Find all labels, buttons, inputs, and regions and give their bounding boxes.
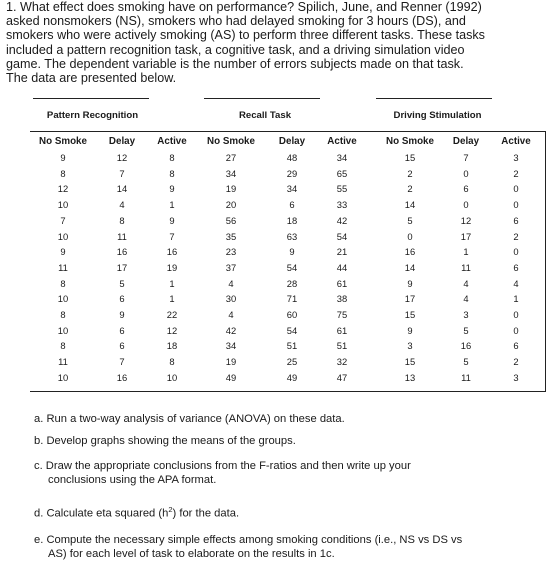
table-cell: 14 xyxy=(404,261,416,273)
table-cell: 4 xyxy=(513,277,519,289)
table-cell: 3 xyxy=(463,309,469,320)
table-cell: 8 xyxy=(60,309,66,320)
table-cell: 8 xyxy=(60,277,66,289)
table-cell: 4 xyxy=(463,293,469,305)
table-cell: 7 xyxy=(119,167,125,179)
table-cell: 10 xyxy=(166,371,178,383)
table-cell: 35 xyxy=(225,230,237,242)
table-cell: 71 xyxy=(286,293,298,305)
table-cell: 61 xyxy=(336,277,348,289)
question-b: b. Develop graphs showing the means of the groups. xyxy=(34,435,296,447)
table-cell: 9 xyxy=(60,152,66,163)
question-c xyxy=(34,459,534,487)
question-e xyxy=(34,533,534,561)
table-cell: 15 xyxy=(404,356,416,368)
table-cell: 61 xyxy=(336,324,348,336)
table-cell: 16 xyxy=(460,340,472,352)
table-cell: 2 xyxy=(513,356,519,368)
table-cell: 56 xyxy=(225,214,237,226)
table-cell: 17 xyxy=(404,293,416,305)
table-cell: 19 xyxy=(225,356,237,368)
table-cell: 7 xyxy=(169,230,175,242)
table-cell: 47 xyxy=(336,371,348,383)
table-cell: 30 xyxy=(225,293,237,305)
question-c-line: conclusions using the APA format. xyxy=(48,474,217,486)
intro-line: The data are presented below. xyxy=(6,71,177,86)
table-cell: 7 xyxy=(60,214,66,226)
table-cell: 44 xyxy=(336,261,348,273)
table-cell: 11 xyxy=(117,230,127,242)
table-cell: 4 xyxy=(228,309,234,320)
table-cell: 16 xyxy=(116,246,128,258)
table-cell: 16 xyxy=(166,246,178,258)
table-cell: 10 xyxy=(57,371,69,383)
divider xyxy=(204,98,320,99)
table-top-rule xyxy=(30,131,545,132)
column-header: Active xyxy=(327,136,357,147)
table-cell: 51 xyxy=(286,340,298,352)
table-cell: 37 xyxy=(225,261,237,273)
table-cell: 15 xyxy=(404,309,416,320)
table-cell: 55 xyxy=(336,183,348,195)
table-cell: 9 xyxy=(119,309,125,320)
table-cell: 8 xyxy=(169,167,175,179)
table-cell: 25 xyxy=(286,356,298,368)
table-cell: 16 xyxy=(116,371,128,383)
table-cell: 9 xyxy=(60,246,66,258)
table-cell: 27 xyxy=(225,152,237,163)
table-cell: 15 xyxy=(404,152,416,163)
table-cell: 33 xyxy=(336,199,348,211)
table-cell: 6 xyxy=(513,214,519,226)
table-cell: 6 xyxy=(463,183,469,195)
question-d xyxy=(34,503,534,521)
table-cell: 3 xyxy=(513,152,519,163)
table-cell: 51 xyxy=(336,340,348,352)
table-cell: 8 xyxy=(169,152,175,163)
intro-line: game. The dependent variable is the number of errors subjects made on that task. xyxy=(6,56,464,71)
table-cell: 8 xyxy=(169,356,175,368)
column-header: Delay xyxy=(278,136,306,147)
table-cell: 4 xyxy=(228,277,234,289)
table-cell: 63 xyxy=(286,230,298,242)
table-cell: 21 xyxy=(336,246,348,258)
table-cell: 7 xyxy=(119,356,125,368)
question-d-text: d. Calculate eta squared (h xyxy=(34,507,169,520)
table-cell: 14 xyxy=(404,199,416,211)
table-cell: 8 xyxy=(119,214,125,226)
question-c-line: c. Draw the appropriate conclusions from the F-ratios and then write up your xyxy=(34,460,411,472)
table-cell: 42 xyxy=(225,324,237,336)
table-cell: 19 xyxy=(225,183,237,195)
group-pattern-recognition: Pattern Recognition xyxy=(46,110,139,121)
column-header: Active xyxy=(501,136,531,147)
table-cell: 11 xyxy=(461,261,471,273)
table-cell: 7 xyxy=(463,152,469,163)
table-cell: 10 xyxy=(57,230,69,242)
table-cell: 75 xyxy=(336,309,348,320)
intro-line: 1. What effect does smoking have on performance? Spilich, June, and Renner (1992) xyxy=(6,0,482,14)
table-cell: 38 xyxy=(336,293,348,305)
table-cell: 49 xyxy=(225,371,237,383)
table-cell: 17 xyxy=(460,230,472,242)
table-cell: 32 xyxy=(336,356,348,368)
table-cell: 0 xyxy=(513,246,519,258)
table-cell: 9 xyxy=(407,277,413,289)
table-cell: 65 xyxy=(336,167,348,179)
table-cell: 3 xyxy=(407,340,413,352)
table-cell: 1 xyxy=(463,246,469,258)
table-cell: 1 xyxy=(513,293,519,305)
intro-line: smokers who were actively smoking (AS) to perform three different tasks. These tasks xyxy=(6,28,485,43)
question-a: a. Run a two-way analysis of variance (ANOVA) on these data. xyxy=(34,413,345,425)
table-cell: 29 xyxy=(286,167,298,179)
table-cell: 3 xyxy=(513,371,519,383)
table-cell: 34 xyxy=(336,152,348,163)
table-cell: 16 xyxy=(404,246,416,258)
table-cell: 14 xyxy=(116,183,128,195)
table-cell: 6 xyxy=(119,340,125,352)
question-d-superscript: 2 xyxy=(168,505,173,514)
table-cell: 13 xyxy=(404,371,416,383)
table-cell: 0 xyxy=(407,230,413,242)
table-cell: 34 xyxy=(286,183,298,195)
column-header: Delay xyxy=(108,136,136,147)
table-cell: 11 xyxy=(58,356,68,368)
table-cell: 12 xyxy=(57,183,69,195)
table-cell: 8 xyxy=(60,167,66,179)
table-cell: 4 xyxy=(119,199,125,211)
table-cell: 9 xyxy=(169,214,175,226)
table-cell: 42 xyxy=(336,214,348,226)
table-cell: 18 xyxy=(286,214,298,226)
group-recall-task: Recall Task xyxy=(238,110,292,121)
table-right-rule xyxy=(545,131,546,392)
table-cell: 0 xyxy=(513,324,519,336)
table-cell: 0 xyxy=(513,183,519,195)
question-e-line: AS) for each level of task to elaborate on the results in 1c. xyxy=(48,548,335,560)
table-cell: 2 xyxy=(513,230,519,242)
table-cell: 11 xyxy=(461,371,471,383)
table-cell: 5 xyxy=(119,277,125,289)
table-cell: 6 xyxy=(513,340,519,352)
table-cell: 0 xyxy=(513,199,519,211)
table-cell: 12 xyxy=(166,324,178,336)
table-cell: 11 xyxy=(58,261,68,273)
column-header: No Smoke xyxy=(386,136,434,147)
table-cell: 17 xyxy=(116,261,128,273)
table-cell: 10 xyxy=(57,293,69,305)
table-cell: 34 xyxy=(225,340,237,352)
table-cell: 12 xyxy=(116,152,128,163)
column-header: Active xyxy=(157,136,187,147)
table-cell: 54 xyxy=(336,230,348,242)
table-cell: 49 xyxy=(286,371,298,383)
table-cell: 6 xyxy=(119,324,125,336)
table-cell: 2 xyxy=(407,167,413,179)
table-cell: 8 xyxy=(60,340,66,352)
table-cell: 22 xyxy=(166,309,178,320)
table-cell: 54 xyxy=(286,324,298,336)
table-cell: 18 xyxy=(166,340,178,352)
table-cell: 19 xyxy=(166,261,178,273)
question-d-text: ) for the data. xyxy=(172,507,240,520)
divider xyxy=(376,98,492,99)
table-cell: 0 xyxy=(463,167,469,179)
group-driving-stimulation: Driving Stimulation xyxy=(393,110,482,121)
table-cell: 60 xyxy=(286,309,298,320)
table-cell: 6 xyxy=(119,293,125,305)
table-cell: 54 xyxy=(286,261,298,273)
table-cell: 12 xyxy=(460,214,472,226)
question-e-line: e. Compute the necessary simple effects among smoking conditions (i.e., NS vs DS vs xyxy=(34,534,463,546)
table-cell: 5 xyxy=(463,324,469,336)
table-cell: 0 xyxy=(513,309,519,320)
table-cell: 1 xyxy=(169,293,175,305)
table-cell: 28 xyxy=(286,277,298,289)
intro-line: included a pattern recognition task, a cognitive task, and a driving simulation video xyxy=(6,42,465,57)
problem-statement xyxy=(6,0,554,85)
table-cell: 9 xyxy=(289,246,295,258)
table-cell: 10 xyxy=(57,199,69,211)
table-cell: 4 xyxy=(463,277,469,289)
table-cell: 1 xyxy=(169,199,175,211)
column-header: No Smoke xyxy=(207,136,255,147)
table-cell: 1 xyxy=(169,277,175,289)
column-header: No Smoke xyxy=(39,136,87,147)
table-cell: 5 xyxy=(463,356,469,368)
intro-line: asked nonsmokers (NS), smokers who had delayed smoking for 3 hours (DS), and xyxy=(6,14,466,29)
table-cell: 2 xyxy=(513,167,519,179)
table-cell: 6 xyxy=(513,261,519,273)
table-cell: 10 xyxy=(57,324,69,336)
table-cell: 9 xyxy=(407,324,413,336)
table-cell: 5 xyxy=(407,214,413,226)
table-cell: 23 xyxy=(225,246,237,258)
table-cell: 9 xyxy=(169,183,175,195)
table-cell: 0 xyxy=(463,199,469,211)
column-header: Delay xyxy=(452,136,480,147)
table-bottom-rule xyxy=(30,391,545,392)
table-cell: 2 xyxy=(407,183,413,195)
divider xyxy=(33,98,149,99)
table-cell: 34 xyxy=(225,167,237,179)
table-cell: 6 xyxy=(289,199,295,211)
table-cell: 20 xyxy=(225,199,237,211)
table-cell: 48 xyxy=(286,152,298,163)
